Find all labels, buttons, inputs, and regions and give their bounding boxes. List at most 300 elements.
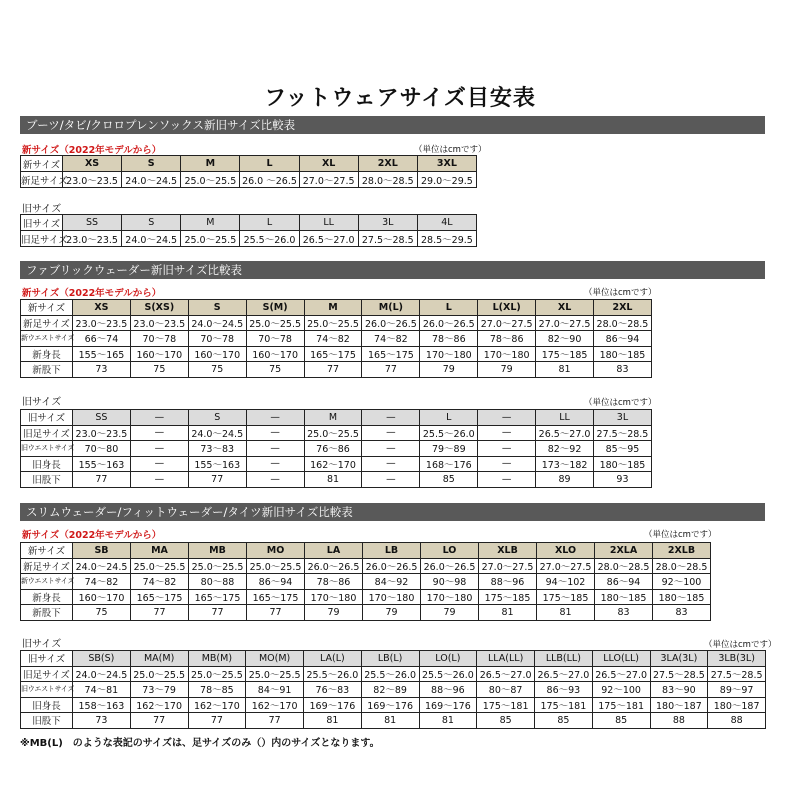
table-cell: 70～78	[130, 331, 188, 347]
row-header-cell: 旧股下	[21, 472, 73, 488]
table-cell: MB	[189, 543, 247, 559]
unit-note: （単位はcmです）	[584, 288, 657, 298]
section-header-slim-wader: スリムウェーダー/フィットウェーダー/タイツ新旧サイズ比較表	[20, 503, 765, 521]
table-cell: XS	[73, 300, 131, 316]
table-cell: 155～163	[73, 456, 131, 472]
table-row	[21, 472, 652, 488]
table-row	[21, 231, 477, 247]
row-header-cell: 新足サイズ	[21, 558, 73, 574]
table-cell: 25.0～25.5	[188, 666, 246, 682]
table-cell: 24.0～24.5	[73, 558, 131, 574]
table-cell: 81	[361, 713, 419, 729]
table-cell: M	[181, 215, 240, 231]
table-row	[21, 456, 652, 472]
table-cell: —	[362, 472, 420, 488]
table-cell: 26.0～26.5	[305, 558, 363, 574]
table-cell: SS	[73, 410, 131, 426]
table-cell: —	[246, 472, 304, 488]
row-header-cell: 旧足サイズ	[21, 425, 73, 441]
table-cell: 28.0～28.5	[358, 172, 417, 188]
table-cell: 74～82	[304, 331, 362, 347]
table-cell: LB	[363, 543, 421, 559]
table-cell: 25.0～25.5	[246, 666, 304, 682]
table-cell: 2XLA	[595, 543, 653, 559]
table-cell: S	[122, 215, 181, 231]
table-cell: LL	[536, 410, 594, 426]
table-cell: LA(L)	[304, 651, 362, 667]
table-cell: MO	[247, 543, 305, 559]
table-cell: 25.5～26.0	[419, 666, 477, 682]
old-size-label: 旧サイズ	[22, 639, 62, 650]
table-cell: 81	[419, 713, 477, 729]
table-cell: 73～79	[130, 682, 188, 698]
table-cell: 27.0～27.5	[537, 558, 595, 574]
table-cell: 78～86	[420, 331, 478, 347]
table-cell: 88	[650, 713, 708, 729]
table-cell: 175～185	[537, 589, 595, 605]
row-header-cell: 新サイズ	[21, 543, 73, 559]
table-cell: 25.0～25.5	[181, 231, 240, 247]
table-cell: 75	[246, 362, 304, 378]
table-cell: —	[362, 441, 420, 457]
new-size-label: 新サイズ（2022年モデルから）	[22, 530, 162, 541]
table-row	[21, 172, 477, 188]
table-cell: 27.0～27.5	[536, 315, 594, 331]
table-cell: —	[478, 441, 536, 457]
table-cell: —	[130, 410, 188, 426]
table-cell: 23.0～23.5	[63, 231, 122, 247]
table-cell: 25.5～26.0	[240, 231, 299, 247]
table-cell: 3XL	[417, 156, 476, 172]
table-cell: 175～185	[536, 346, 594, 362]
table-cell: 83	[653, 605, 711, 621]
row-header-cell: 新股下	[21, 362, 73, 378]
table-cell: —	[246, 425, 304, 441]
table-cell: 160～170	[188, 346, 246, 362]
table-cell: M	[304, 300, 362, 316]
table-row	[21, 215, 477, 231]
table-cell: —	[478, 456, 536, 472]
table-cell: MB(M)	[188, 651, 246, 667]
table-cell: 155～163	[188, 456, 246, 472]
table-row	[21, 697, 766, 713]
unit-note: （単位はcmです）	[704, 640, 777, 650]
table-cell: 75	[73, 605, 131, 621]
table-cell: 3L	[358, 215, 417, 231]
table-cell: 80～87	[477, 682, 535, 698]
row-header-cell: 新身長	[21, 589, 73, 605]
table-cell: XL	[536, 300, 594, 316]
boots-old-size-table	[20, 214, 477, 247]
table-cell: 70～80	[73, 441, 131, 457]
table-cell: SS	[63, 215, 122, 231]
table-cell: 165～175	[131, 589, 189, 605]
row-header-cell: 旧ウエストサイズ	[21, 682, 73, 698]
table-cell: 162～170	[246, 697, 304, 713]
table-cell: 3L	[594, 410, 652, 426]
table-cell: —	[130, 456, 188, 472]
table-cell: LB(L)	[361, 651, 419, 667]
page-title: フットウェアサイズ目安表	[264, 86, 536, 111]
table-cell: 169～176	[419, 697, 477, 713]
table-cell: 81	[479, 605, 537, 621]
table-cell: 83	[595, 605, 653, 621]
table-row	[21, 558, 711, 574]
row-header-cell: 新サイズ	[21, 300, 73, 316]
table-cell: 2XL	[594, 300, 652, 316]
table-cell: 26.5～27.0	[592, 666, 650, 682]
table-cell: 84～91	[246, 682, 304, 698]
table-cell: 89	[536, 472, 594, 488]
table-cell: 79	[363, 605, 421, 621]
table-cell: 80～88	[189, 574, 247, 590]
table-cell: 77	[73, 472, 131, 488]
table-cell: 180～185	[594, 456, 652, 472]
table-cell: —	[246, 456, 304, 472]
table-cell: 180～185	[595, 589, 653, 605]
table-cell: 77	[304, 362, 362, 378]
fabric-wader-old-size-table	[20, 409, 652, 488]
table-cell: 74～82	[362, 331, 420, 347]
unit-note: （単位はcmです）	[644, 530, 717, 540]
table-cell: 28.0～28.5	[595, 558, 653, 574]
table-cell: 25.5～26.0	[361, 666, 419, 682]
table-cell: 81	[304, 472, 362, 488]
table-cell: 24.0～24.5	[73, 666, 131, 682]
table-cell: 75	[188, 362, 246, 378]
table-cell: XS	[63, 156, 122, 172]
table-row	[21, 666, 766, 682]
row-header-cell: 旧足サイズ	[21, 231, 63, 247]
table-cell: 26.0～26.5	[362, 315, 420, 331]
table-cell: 86～94	[595, 574, 653, 590]
table-cell: 168～176	[420, 456, 478, 472]
table-cell: MA(M)	[130, 651, 188, 667]
table-row	[21, 713, 766, 729]
row-header-cell: 新股下	[21, 605, 73, 621]
table-row	[21, 441, 652, 457]
table-cell: —	[362, 425, 420, 441]
table-cell: 160～170	[130, 346, 188, 362]
table-cell: 27.5～28.5	[594, 425, 652, 441]
table-cell: LL	[299, 215, 358, 231]
table-cell: 74～82	[73, 574, 131, 590]
table-cell: 26.5～27.0	[299, 231, 358, 247]
table-cell: 74～82	[131, 574, 189, 590]
table-cell: 85	[477, 713, 535, 729]
table-cell: 82～89	[361, 682, 419, 698]
table-cell: 86～93	[535, 682, 593, 698]
table-cell: 170～180	[420, 346, 478, 362]
table-cell: 24.0～24.5	[122, 231, 181, 247]
table-cell: 25.0～25.5	[246, 315, 304, 331]
table-cell: L	[240, 156, 299, 172]
table-cell: LLB(LL)	[535, 651, 593, 667]
table-cell: XLB	[479, 543, 537, 559]
slim-wader-new-size-table	[20, 542, 711, 621]
table-cell: 3LA(3L)	[650, 651, 708, 667]
row-header-cell: 旧サイズ	[21, 410, 73, 426]
new-size-label: 新サイズ（2022年モデルから）	[22, 145, 162, 156]
table-cell: 25.5～26.0	[420, 425, 478, 441]
table-cell: 155～165	[73, 346, 131, 362]
table-cell: 85	[592, 713, 650, 729]
table-cell: XLO	[537, 543, 595, 559]
table-cell: 170～180	[363, 589, 421, 605]
table-cell: 73	[73, 713, 131, 729]
table-cell: 27.5～28.5	[650, 666, 708, 682]
table-row	[21, 362, 652, 378]
table-cell: 92～100	[592, 682, 650, 698]
row-header-cell: 新身長	[21, 346, 73, 362]
table-cell: 85	[535, 713, 593, 729]
table-cell: 93	[594, 472, 652, 488]
table-cell: 81	[304, 713, 362, 729]
table-cell: 27.0～27.5	[299, 172, 358, 188]
table-cell: 26.0～26.5	[363, 558, 421, 574]
table-cell: 83	[594, 362, 652, 378]
table-cell: 180～187	[708, 697, 766, 713]
table-cell: S	[188, 300, 246, 316]
row-header-cell: 旧股下	[21, 713, 73, 729]
table-cell: 169～176	[361, 697, 419, 713]
table-cell: 26.5～27.0	[477, 666, 535, 682]
table-cell: 29.0～29.5	[417, 172, 476, 188]
table-row	[21, 574, 711, 590]
table-cell: 25.0～25.5	[189, 558, 247, 574]
slim-wader-old-size-table	[20, 650, 766, 729]
table-row	[21, 425, 652, 441]
table-cell: 165～175	[189, 589, 247, 605]
table-cell: 3LB(3L)	[708, 651, 766, 667]
table-cell: 165～175	[247, 589, 305, 605]
table-cell: 82～90	[536, 331, 594, 347]
table-cell: 76～83	[304, 682, 362, 698]
table-cell: 28.5～29.5	[417, 231, 476, 247]
unit-note: （単位はcmです）	[584, 398, 657, 408]
row-header-cell: 新ウエストサイズ	[21, 574, 73, 590]
table-cell: SB(S)	[73, 651, 131, 667]
table-cell: 76～86	[304, 441, 362, 457]
row-header-cell: 旧サイズ	[21, 651, 73, 667]
table-cell: 27.0～27.5	[478, 315, 536, 331]
table-cell: 28.0～28.5	[653, 558, 711, 574]
table-cell: 70～78	[246, 331, 304, 347]
table-row	[21, 589, 711, 605]
table-row	[21, 156, 477, 172]
section-header-fabric-wader: ファブリックウェーダー新旧サイズ比較表	[20, 261, 765, 279]
table-cell: 160～170	[246, 346, 304, 362]
table-cell: —	[130, 472, 188, 488]
table-cell: MA	[131, 543, 189, 559]
table-cell: 23.0～23.5	[73, 315, 131, 331]
table-cell: 79	[305, 605, 363, 621]
table-cell: 26.5～27.0	[535, 666, 593, 682]
table-cell: —	[130, 441, 188, 457]
table-cell: 25.0～25.5	[181, 172, 240, 188]
table-cell: 75	[130, 362, 188, 378]
table-cell: 79～89	[420, 441, 478, 457]
table-cell: 85～95	[594, 441, 652, 457]
table-cell: 25.0～25.5	[304, 425, 362, 441]
table-cell: 180～185	[594, 346, 652, 362]
table-cell: 66～74	[73, 331, 131, 347]
table-cell: 2XL	[358, 156, 417, 172]
table-cell: 175～181	[592, 697, 650, 713]
table-cell: LA	[305, 543, 363, 559]
table-cell: —	[130, 425, 188, 441]
table-cell: 83～90	[650, 682, 708, 698]
table-cell: —	[478, 425, 536, 441]
unit-note: （単位はcmです）	[414, 145, 487, 155]
row-header-cell: 新足サイズ	[21, 172, 63, 188]
table-cell: 81	[537, 605, 595, 621]
table-cell: 86～94	[594, 331, 652, 347]
table-cell: 27.5～28.5	[358, 231, 417, 247]
row-header-cell: 旧足サイズ	[21, 666, 73, 682]
table-cell: 27.5～28.5	[708, 666, 766, 682]
table-cell: 25.0～25.5	[131, 558, 189, 574]
table-cell: 85	[420, 472, 478, 488]
section-header-boots: ブーツ/タビ/クロロプレンソックス新旧サイズ比較表	[20, 116, 765, 134]
table-cell: —	[246, 441, 304, 457]
table-cell: 79	[478, 362, 536, 378]
table-cell: 180～185	[653, 589, 711, 605]
table-cell: SB	[73, 543, 131, 559]
table-cell: S	[122, 156, 181, 172]
table-cell: 27.0～27.5	[479, 558, 537, 574]
table-cell: 88	[708, 713, 766, 729]
table-cell: 170～180	[478, 346, 536, 362]
table-cell: 162～170	[188, 697, 246, 713]
table-row	[21, 543, 711, 559]
table-cell: 88～96	[479, 574, 537, 590]
table-cell: 77	[247, 605, 305, 621]
table-cell: 175～181	[535, 697, 593, 713]
table-cell: 2XLB	[653, 543, 711, 559]
table-row	[21, 346, 652, 362]
table-cell: 25.0～25.5	[304, 315, 362, 331]
table-cell: 89～97	[708, 682, 766, 698]
table-row	[21, 651, 766, 667]
table-cell: 24.0～24.5	[188, 425, 246, 441]
table-cell: —	[362, 456, 420, 472]
table-cell: —	[478, 472, 536, 488]
table-cell: L	[420, 410, 478, 426]
table-cell: 78～86	[478, 331, 536, 347]
table-cell: M	[304, 410, 362, 426]
boots-new-size-table	[20, 155, 477, 188]
table-cell: 77	[189, 605, 247, 621]
table-cell: —	[478, 410, 536, 426]
table-cell: 4L	[417, 215, 476, 231]
table-cell: 81	[536, 362, 594, 378]
table-cell: 77	[188, 472, 246, 488]
table-cell: 26.0～26.5	[420, 315, 478, 331]
table-cell: S	[188, 410, 246, 426]
table-cell: 88～96	[419, 682, 477, 698]
table-cell: 73	[73, 362, 131, 378]
table-row	[21, 682, 766, 698]
table-cell: 23.0～23.5	[73, 425, 131, 441]
old-size-label: 旧サイズ	[22, 204, 62, 215]
table-cell: 77	[362, 362, 420, 378]
table-cell: 77	[131, 605, 189, 621]
table-cell: 162～170	[130, 697, 188, 713]
table-cell: 165～175	[304, 346, 362, 362]
footnote: ※MB(L) のような表記のサイズは、足サイズのみ（）内のサイズとなります。	[20, 738, 380, 749]
table-cell: 70～78	[188, 331, 246, 347]
table-cell: 77	[188, 713, 246, 729]
table-cell: LLA(LL)	[477, 651, 535, 667]
table-cell: 26.0～26.5	[421, 558, 479, 574]
table-cell: 73～83	[188, 441, 246, 457]
row-header-cell: 新足サイズ	[21, 315, 73, 331]
table-cell: M	[181, 156, 240, 172]
table-cell: 94～102	[537, 574, 595, 590]
table-cell: 78～86	[305, 574, 363, 590]
table-cell: 77	[246, 713, 304, 729]
table-cell: 162～170	[304, 456, 362, 472]
row-header-cell: 旧身長	[21, 697, 73, 713]
table-cell: 25.0～25.5	[130, 666, 188, 682]
table-cell: 28.0～28.5	[594, 315, 652, 331]
table-cell: 74～81	[73, 682, 131, 698]
table-cell: 26.0 ～26.5	[240, 172, 299, 188]
table-cell: 158～163	[73, 697, 131, 713]
table-cell: 25.0～25.5	[247, 558, 305, 574]
table-cell: LLO(LL)	[592, 651, 650, 667]
row-header-cell: 旧身長	[21, 456, 73, 472]
table-cell: 84～92	[363, 574, 421, 590]
table-row	[21, 410, 652, 426]
table-cell: 175～185	[479, 589, 537, 605]
table-cell: LO	[421, 543, 479, 559]
table-cell: L	[240, 215, 299, 231]
table-cell: 173～182	[536, 456, 594, 472]
row-header-cell: 新ウエストサイズ	[21, 331, 73, 347]
table-cell: —	[246, 410, 304, 426]
row-header-cell: 旧ウエストサイズ	[21, 441, 73, 457]
table-cell: 90～98	[421, 574, 479, 590]
table-cell: 79	[420, 362, 478, 378]
table-cell: 25.5～26.0	[304, 666, 362, 682]
table-cell: 24.0～24.5	[122, 172, 181, 188]
table-cell: S(XS)	[130, 300, 188, 316]
row-header-cell: 新サイズ	[21, 156, 63, 172]
table-cell: —	[362, 410, 420, 426]
table-cell: 170～180	[305, 589, 363, 605]
fabric-wader-new-size-table	[20, 299, 652, 378]
table-cell: 79	[421, 605, 479, 621]
table-cell: 23.0～23.5	[130, 315, 188, 331]
table-cell: 180～187	[650, 697, 708, 713]
table-cell: 24.0～24.5	[188, 315, 246, 331]
table-cell: 86～94	[247, 574, 305, 590]
table-row	[21, 315, 652, 331]
row-header-cell: 旧サイズ	[21, 215, 63, 231]
table-cell: XL	[299, 156, 358, 172]
table-cell: 170～180	[421, 589, 479, 605]
table-cell: 23.0～23.5	[63, 172, 122, 188]
table-cell: LO(L)	[419, 651, 477, 667]
table-cell: 175～181	[477, 697, 535, 713]
new-size-label: 新サイズ（2022年モデルから）	[22, 288, 162, 299]
table-row	[21, 300, 652, 316]
table-cell: 77	[130, 713, 188, 729]
table-cell: M(L)	[362, 300, 420, 316]
table-cell: 26.5～27.0	[536, 425, 594, 441]
